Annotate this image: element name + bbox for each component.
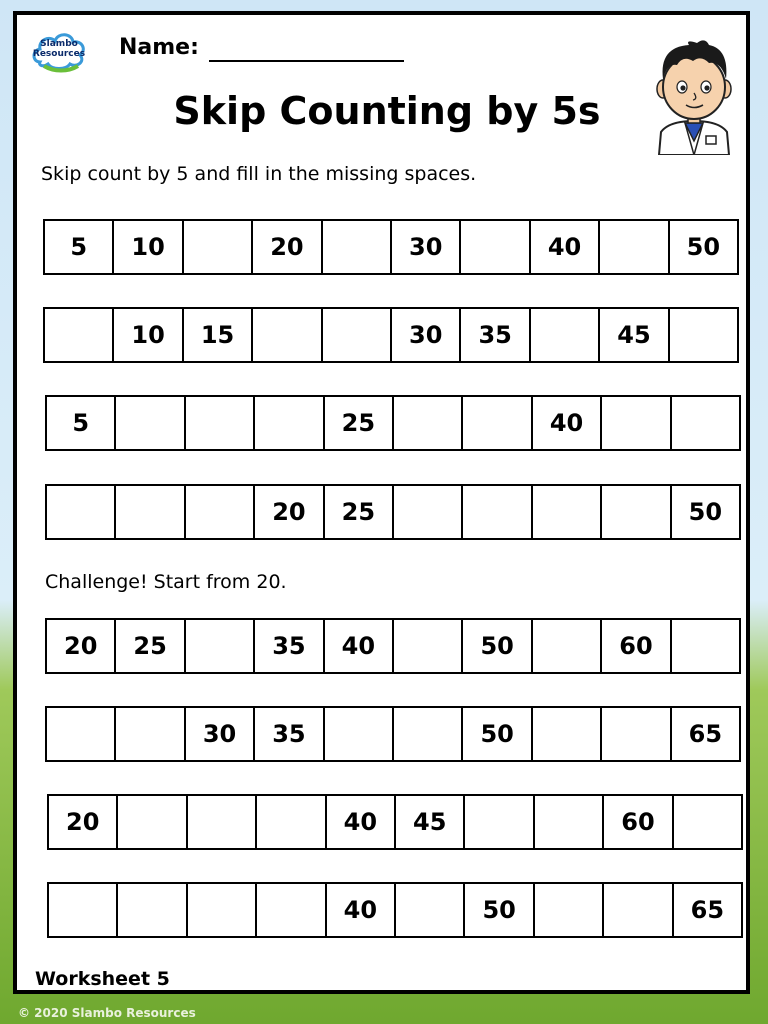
copyright-notice: © 2020 Slambo Resources [18,1006,196,1020]
blank-answer-cell[interactable] [672,620,741,672]
blank-answer-cell[interactable] [47,708,116,760]
number-cell: 40 [327,884,396,936]
number-cell: 30 [392,221,461,273]
blank-answer-cell[interactable] [465,796,534,848]
number-cell: 60 [602,620,671,672]
number-cell: 40 [327,796,396,848]
number-cell: 35 [255,708,324,760]
blank-answer-cell[interactable] [602,708,671,760]
blank-answer-cell[interactable] [186,620,255,672]
page-title: Skip Counting by 5s [173,89,601,133]
blank-answer-cell[interactable] [47,486,116,538]
number-row [45,618,741,674]
blank-answer-cell[interactable] [186,486,255,538]
blank-answer-cell[interactable] [186,397,255,449]
number-cell: 65 [672,708,741,760]
number-cell: 20 [253,221,322,273]
logo-text-line2: Resources [32,49,86,59]
blank-answer-cell[interactable] [670,309,739,361]
number-cell: 65 [674,884,743,936]
number-cell: 60 [604,796,673,848]
number-cell: 50 [463,708,532,760]
blank-answer-cell[interactable] [323,309,392,361]
name-answer-line[interactable] [209,60,404,62]
number-cell: 10 [114,309,183,361]
number-row [43,307,739,363]
instructions: Skip count by 5 and fill in the missing spaces. [41,163,477,185]
blank-answer-cell[interactable] [461,221,530,273]
number-cell: 30 [392,309,461,361]
scientist-boy-icon [649,37,739,155]
number-cell: 50 [465,884,534,936]
blank-answer-cell[interactable] [188,796,257,848]
blank-answer-cell[interactable] [602,486,671,538]
blank-answer-cell[interactable] [257,796,326,848]
number-row [45,484,741,540]
challenge-heading: Challenge! Start from 20. [45,571,287,593]
blank-answer-cell[interactable] [531,309,600,361]
blank-answer-cell[interactable] [116,397,185,449]
worksheet-label: Worksheet 5 [35,968,170,990]
number-cell: 35 [255,620,324,672]
blank-answer-cell[interactable] [535,884,604,936]
blank-answer-cell[interactable] [49,884,118,936]
number-row [43,219,739,275]
number-cell: 5 [45,221,114,273]
number-cell: 15 [184,309,253,361]
number-cell: 35 [461,309,530,361]
number-cell: 50 [463,620,532,672]
number-row [45,395,741,451]
blank-answer-cell[interactable] [674,796,743,848]
blank-answer-cell[interactable] [394,708,463,760]
number-cell: 30 [186,708,255,760]
number-row [47,794,743,850]
blank-answer-cell[interactable] [188,884,257,936]
blank-answer-cell[interactable] [255,397,324,449]
blank-answer-cell[interactable] [253,309,322,361]
number-cell: 50 [672,486,741,538]
blank-answer-cell[interactable] [257,884,326,936]
number-cell: 40 [531,221,600,273]
blank-answer-cell[interactable] [118,796,187,848]
blank-answer-cell[interactable] [463,486,532,538]
blank-answer-cell[interactable] [396,884,465,936]
logo-text-line1: Slambo [40,39,78,49]
blank-answer-cell[interactable] [600,221,669,273]
number-row [47,882,743,938]
blank-answer-cell[interactable] [533,708,602,760]
blank-answer-cell[interactable] [323,221,392,273]
number-cell: 50 [670,221,739,273]
blank-answer-cell[interactable] [535,796,604,848]
blank-answer-cell[interactable] [118,884,187,936]
number-cell: 10 [114,221,183,273]
blank-answer-cell[interactable] [533,620,602,672]
number-cell: 25 [116,620,185,672]
blank-answer-cell[interactable] [45,309,114,361]
worksheet-page [13,11,750,994]
number-row [45,706,741,762]
number-cell: 25 [325,397,394,449]
blank-answer-cell[interactable] [184,221,253,273]
blank-answer-cell[interactable] [325,708,394,760]
blank-answer-cell[interactable] [394,620,463,672]
number-cell: 20 [49,796,118,848]
blank-answer-cell[interactable] [602,397,671,449]
number-cell: 25 [325,486,394,538]
blank-answer-cell[interactable] [463,397,532,449]
blank-answer-cell[interactable] [604,884,673,936]
number-cell: 40 [533,397,602,449]
blank-answer-cell[interactable] [394,486,463,538]
logo-text [30,39,88,59]
number-cell: 45 [396,796,465,848]
blank-answer-cell[interactable] [116,486,185,538]
number-cell: 20 [255,486,324,538]
slambo-logo [30,26,86,76]
blank-answer-cell[interactable] [533,486,602,538]
number-cell: 20 [47,620,116,672]
blank-answer-cell[interactable] [672,397,741,449]
number-cell: 40 [325,620,394,672]
name-label: Name: [119,35,199,60]
number-cell: 5 [47,397,116,449]
blank-answer-cell[interactable] [394,397,463,449]
number-cell: 45 [600,309,669,361]
blank-answer-cell[interactable] [116,708,185,760]
